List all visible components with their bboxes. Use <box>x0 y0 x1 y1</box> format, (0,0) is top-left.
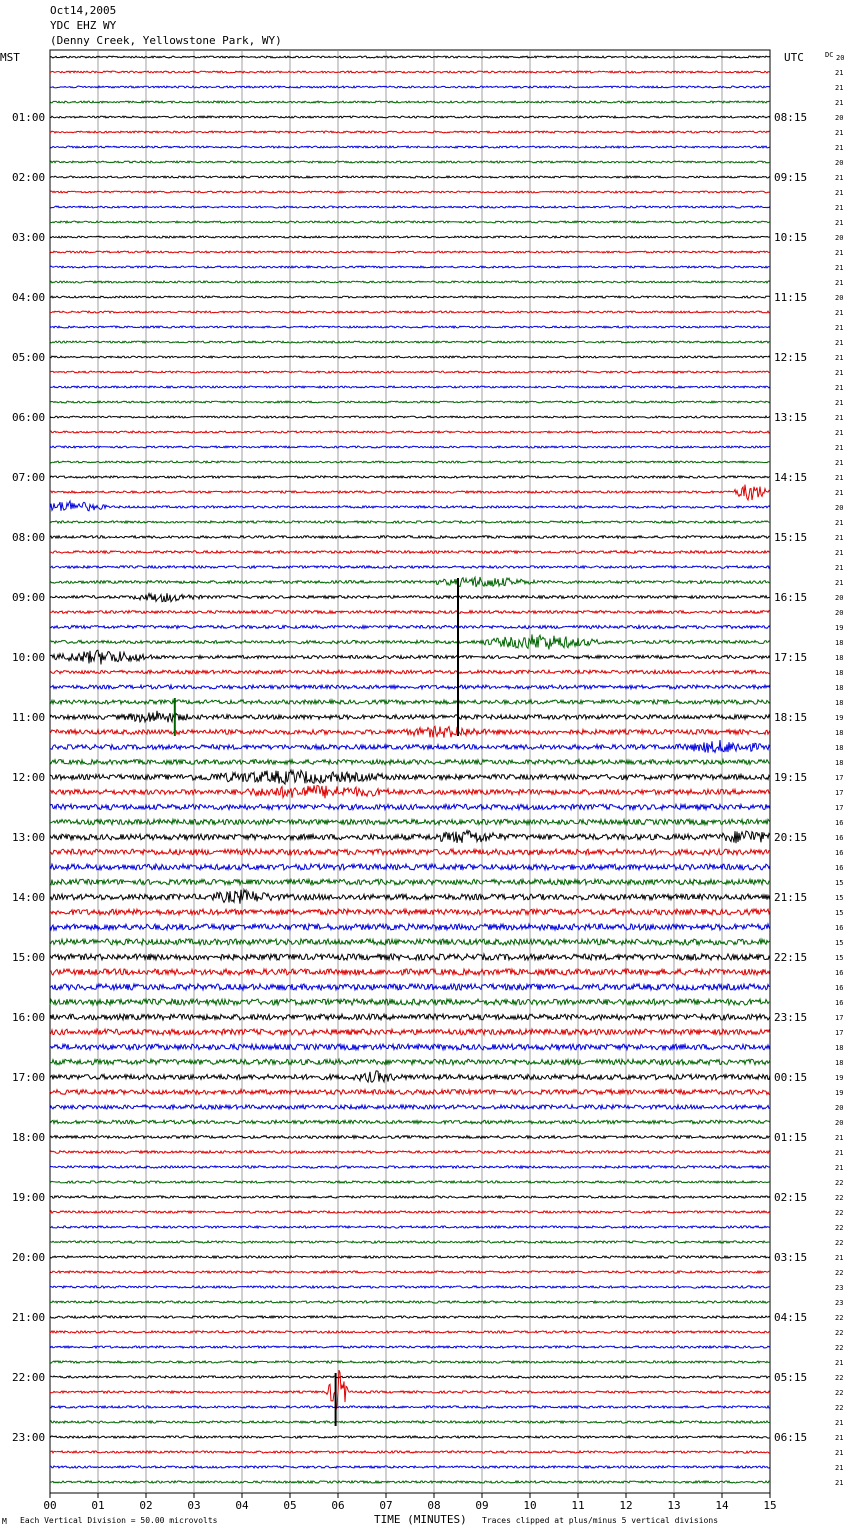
x-tick-label: 04 <box>235 1499 249 1512</box>
x-tick-label: 09 <box>475 1499 489 1512</box>
dc-offset-value: 18 <box>835 729 844 737</box>
mst-hour-label: 11:00 <box>12 711 46 724</box>
mst-hour-label: 05:00 <box>12 351 46 364</box>
dc-offset-value: 22 <box>835 1344 844 1352</box>
utc-hour-label: 17:15 <box>774 651 808 664</box>
dc-offset-value: 21 <box>835 324 844 332</box>
dc-offset-value: 21 <box>835 429 844 437</box>
mst-hour-label: 08:00 <box>12 531 46 544</box>
seismogram-trace <box>50 1044 770 1050</box>
dc-offset-value: 23 <box>835 1299 844 1307</box>
x-tick-label: 10 <box>523 1499 537 1512</box>
utc-hour-label: 22:15 <box>774 951 808 964</box>
seismogram-trace <box>50 726 770 737</box>
mst-axis-title: MST <box>0 51 20 64</box>
x-tick-label: 14 <box>715 1499 729 1512</box>
dc-offset-value: 22 <box>835 1194 844 1202</box>
seismogram-trace <box>50 969 770 975</box>
seismogram-trace <box>50 650 770 664</box>
seismogram-trace <box>50 501 770 511</box>
dc-offset-value: 21 <box>835 174 844 182</box>
seismogram-trace <box>50 431 770 433</box>
seismogram-trace <box>50 371 770 373</box>
utc-hour-label: 10:15 <box>774 231 808 244</box>
dc-offset-value: 19 <box>835 1089 844 1097</box>
dc-offset-value: 21 <box>835 1359 844 1367</box>
x-tick-label: 06 <box>331 1499 345 1512</box>
dc-offset-value: 20 <box>835 504 844 512</box>
seismogram-trace <box>50 461 770 463</box>
dc-offset-value: 16 <box>835 999 844 1007</box>
seismogram-trace <box>50 1271 770 1273</box>
seismogram-trace <box>50 819 770 824</box>
seismogram-trace <box>50 879 770 884</box>
seismogram-trace <box>50 1301 770 1303</box>
mst-hour-label: 16:00 <box>12 1011 46 1024</box>
dc-offset-value: 21 <box>835 144 844 152</box>
dc-offset-value: 20 <box>835 1119 844 1127</box>
seismogram-trace <box>50 1029 770 1035</box>
dc-offset-value: 21 <box>835 219 844 227</box>
seismogram-trace <box>50 1226 770 1228</box>
dc-offset-value: 17 <box>835 804 844 812</box>
utc-hour-label: 01:15 <box>774 1131 808 1144</box>
seismogram-trace <box>50 401 770 403</box>
seismogram-trace <box>50 685 770 689</box>
dc-offset-value: 21 <box>835 264 844 272</box>
dc-offset-value: 17 <box>835 1014 844 1022</box>
dc-offset-value: 23 <box>835 1284 844 1292</box>
seismogram-trace <box>50 146 770 148</box>
utc-hour-label: 09:15 <box>774 171 808 184</box>
dc-offset-value: 20 <box>835 1104 844 1112</box>
seismogram-trace <box>50 566 770 569</box>
utc-hour-label: 23:15 <box>774 1011 808 1024</box>
utc-hour-label: 06:15 <box>774 1431 808 1444</box>
utc-hour-label: 15:15 <box>774 531 808 544</box>
utc-hour-label: 12:15 <box>774 351 808 364</box>
dc-offset-title: DC <box>825 51 834 59</box>
x-tick-label: 03 <box>187 1499 201 1512</box>
dc-offset-value: 22 <box>835 1389 844 1397</box>
dc-offset-value: 20 <box>836 54 845 62</box>
seismogram-trace <box>50 296 770 298</box>
dc-offset-value: 18 <box>835 744 844 752</box>
seismogram-trace <box>50 670 770 674</box>
dc-offset-value: 15 <box>835 894 844 902</box>
seismogram-trace <box>50 864 770 870</box>
dc-offset-value: 21 <box>835 1134 844 1142</box>
seismogram-trace <box>50 1481 770 1483</box>
dc-offset-value: 18 <box>835 684 844 692</box>
seismogram-trace <box>50 266 770 268</box>
dc-offset-value: 15 <box>835 909 844 917</box>
seismogram-trace <box>50 1346 770 1348</box>
mst-hour-label: 20:00 <box>12 1251 46 1264</box>
mst-hour-label: 13:00 <box>12 831 46 844</box>
seismogram-trace <box>50 1331 770 1333</box>
station-code: YDC EHZ WY <box>50 19 117 32</box>
seismogram-trace <box>50 1059 770 1064</box>
dc-offset-value: 21 <box>835 69 844 77</box>
dc-offset-value: 21 <box>835 309 844 317</box>
x-tick-label: 07 <box>379 1499 393 1512</box>
dc-offset-value: 21 <box>835 1449 844 1457</box>
dc-offset-value: 19 <box>835 1074 844 1082</box>
seismogram-trace <box>50 924 770 930</box>
utc-hour-label: 00:15 <box>774 1071 808 1084</box>
dc-offset-value: 21 <box>835 1479 844 1487</box>
seismogram-trace <box>50 740 770 753</box>
seismogram-trace <box>50 984 770 990</box>
seismogram-trace <box>50 700 770 704</box>
seismogram-trace <box>50 1120 770 1124</box>
corner-mark: M <box>2 1517 7 1526</box>
mst-hour-label: 22:00 <box>12 1371 46 1384</box>
seismogram-trace <box>50 206 770 208</box>
dc-offset-value: 15 <box>835 954 844 962</box>
seismogram-trace <box>50 56 770 58</box>
dc-offset-value: 22 <box>835 1224 844 1232</box>
dc-offset-value: 21 <box>835 1254 844 1262</box>
seismogram-trace <box>50 251 770 253</box>
seismogram-trace <box>50 593 770 602</box>
dc-offset-value: 18 <box>835 1059 844 1067</box>
utc-hour-label: 18:15 <box>774 711 808 724</box>
seismogram-trace <box>50 849 770 855</box>
seismogram-trace <box>50 831 770 844</box>
utc-axis-title: UTC <box>784 51 804 64</box>
dc-offset-value: 22 <box>835 1329 844 1337</box>
seismogram-trace <box>50 770 770 784</box>
seismogram-trace <box>50 1196 770 1198</box>
seismogram-trace <box>50 1436 770 1438</box>
dc-offset-value: 22 <box>835 1269 844 1277</box>
dc-offset-value: 20 <box>835 294 844 302</box>
mst-hour-label: 09:00 <box>12 591 46 604</box>
seismogram-trace <box>50 281 770 283</box>
dc-offset-value: 16 <box>835 849 844 857</box>
dc-offset-value: 21 <box>835 384 844 392</box>
seismogram-trace <box>50 311 770 313</box>
dc-offset-value: 18 <box>835 639 844 647</box>
seismogram-traces <box>50 56 770 1483</box>
dc-offset-value: 22 <box>835 1404 844 1412</box>
seismogram-trace <box>50 1466 770 1468</box>
seismogram-trace <box>50 446 770 448</box>
seismogram-trace <box>50 476 770 478</box>
mst-hour-label: 02:00 <box>12 171 46 184</box>
dc-offset-value: 21 <box>835 339 844 347</box>
x-tick-label: 13 <box>667 1499 681 1512</box>
dc-offset-value: 21 <box>835 414 844 422</box>
mst-hour-label: 17:00 <box>12 1071 46 1084</box>
dc-offset-value: 16 <box>835 984 844 992</box>
utc-hour-label: 05:15 <box>774 1371 808 1384</box>
dc-offset-value: 20 <box>835 609 844 617</box>
utc-hour-label: 03:15 <box>774 1251 808 1264</box>
dc-offset-value: 21 <box>835 534 844 542</box>
utc-hour-label: 11:15 <box>774 291 808 304</box>
x-tick-label: 12 <box>619 1499 633 1512</box>
x-tick-label: 11 <box>571 1499 585 1512</box>
mst-hour-label: 18:00 <box>12 1131 46 1144</box>
x-tick-label: 01 <box>91 1499 105 1512</box>
dc-offset-value: 21 <box>835 549 844 557</box>
dc-offset-value: 18 <box>835 699 844 707</box>
seismogram-trace <box>50 1451 770 1453</box>
seismogram-trace <box>50 356 770 358</box>
seismogram-trace <box>50 1361 770 1363</box>
dc-offset-value: 21 <box>835 369 844 377</box>
seismogram-trace <box>50 326 770 328</box>
dc-offset-value: 21 <box>835 129 844 137</box>
seismogram-trace <box>50 1090 770 1095</box>
utc-hour-label: 21:15 <box>774 891 808 904</box>
seismogram-trace <box>50 625 770 628</box>
x-axis-label: TIME (MINUTES) <box>374 1513 467 1526</box>
seismogram-trace <box>50 1376 770 1378</box>
x-tick-label: 08 <box>427 1499 441 1512</box>
seismogram-trace <box>50 86 770 88</box>
seismogram-trace <box>50 634 770 649</box>
utc-hour-label: 13:15 <box>774 411 808 424</box>
dc-offset-value: 21 <box>835 444 844 452</box>
dc-offset-value: 16 <box>835 834 844 842</box>
seismogram-trace <box>50 536 770 539</box>
utc-hour-label: 19:15 <box>774 771 808 784</box>
seismogram-trace <box>50 760 770 765</box>
dc-offset-value: 21 <box>835 354 844 362</box>
seismogram-trace <box>50 131 770 133</box>
scale-note: Each Vertical Division = 50.00 microvolts <box>20 1516 218 1525</box>
seismogram-trace <box>50 386 770 388</box>
seismogram-trace <box>50 191 770 193</box>
axis-labels <box>12 54 844 1512</box>
mst-hour-label: 03:00 <box>12 231 46 244</box>
mst-hour-label: 12:00 <box>12 771 46 784</box>
dc-offset-value: 21 <box>835 204 844 212</box>
dc-offset-value: 22 <box>835 1314 844 1322</box>
dc-offset-value: 21 <box>835 1464 844 1472</box>
utc-hour-label: 08:15 <box>774 111 808 124</box>
mst-hour-label: 01:00 <box>12 111 46 124</box>
seismogram-trace <box>50 1071 770 1082</box>
seismogram-trace <box>50 1211 770 1213</box>
station-location: (Denny Creek, Yellowstone Park, WY) <box>50 34 282 47</box>
dc-offset-value: 21 <box>835 564 844 572</box>
utc-hour-label: 04:15 <box>774 1311 808 1324</box>
dc-offset-value: 21 <box>835 1149 844 1157</box>
seismogram-trace <box>50 416 770 418</box>
seismogram-trace <box>50 1181 770 1183</box>
dc-offset-value: 21 <box>835 1164 844 1172</box>
plot-date: Oct14,2005 <box>50 4 117 17</box>
dc-offset-value: 20 <box>835 594 844 602</box>
seismogram-trace <box>50 71 770 73</box>
dc-offset-value: 18 <box>835 759 844 767</box>
dc-offset-value: 21 <box>835 249 844 257</box>
seismogram-trace <box>50 101 770 103</box>
x-tick-label: 00 <box>43 1499 57 1512</box>
seismogram-trace <box>50 1151 770 1154</box>
seismogram-trace <box>50 1286 770 1288</box>
mst-hour-label: 19:00 <box>12 1191 46 1204</box>
seismogram-trace <box>50 551 770 554</box>
clip-note: Traces clipped at plus/minus 5 vertical divisions <box>482 1516 719 1525</box>
dc-offset-value: 22 <box>835 1374 844 1382</box>
dc-offset-value: 18 <box>835 669 844 677</box>
seismogram-trace <box>50 1316 770 1318</box>
seismogram-trace <box>50 1406 770 1408</box>
dc-offset-value: 20 <box>835 159 844 167</box>
dc-offset-value: 18 <box>835 654 844 662</box>
utc-hour-label: 20:15 <box>774 831 808 844</box>
dc-offset-value: 20 <box>835 234 844 242</box>
dc-offset-value: 21 <box>835 189 844 197</box>
dc-offset-value: 21 <box>835 1434 844 1442</box>
seismogram-trace <box>50 341 770 343</box>
seismogram-trace <box>50 577 770 587</box>
dc-offset-value: 21 <box>835 474 844 482</box>
dc-offset-value: 21 <box>835 489 844 497</box>
dc-offset-value: 17 <box>835 789 844 797</box>
dc-offset-value: 21 <box>835 99 844 107</box>
utc-hour-label: 16:15 <box>774 591 808 604</box>
dc-offset-value: 22 <box>835 1239 844 1247</box>
dc-offset-value: 20 <box>835 114 844 122</box>
seismogram-trace <box>50 890 770 904</box>
seismogram-trace <box>50 1136 770 1139</box>
utc-hour-label: 02:15 <box>774 1191 808 1204</box>
dc-offset-value: 22 <box>835 1209 844 1217</box>
utc-hour-label: 14:15 <box>774 471 808 484</box>
dc-offset-value: 21 <box>835 279 844 287</box>
mst-hour-label: 07:00 <box>12 471 46 484</box>
dc-offset-value: 21 <box>835 399 844 407</box>
mst-hour-label: 21:00 <box>12 1311 46 1324</box>
dc-offset-value: 21 <box>835 459 844 467</box>
seismogram-trace <box>50 909 770 915</box>
dc-offset-value: 17 <box>835 1029 844 1037</box>
dc-offset-value: 21 <box>835 1419 844 1427</box>
mst-hour-label: 06:00 <box>12 411 46 424</box>
seismogram-trace <box>50 804 770 809</box>
seismogram-trace <box>50 1421 770 1423</box>
seismogram-trace <box>50 221 770 223</box>
dc-offset-value: 21 <box>835 84 844 92</box>
dc-offset-value: 16 <box>835 864 844 872</box>
seismogram-trace <box>50 611 770 614</box>
seismogram-trace <box>50 485 770 501</box>
dc-offset-value: 21 <box>835 519 844 527</box>
seismogram-trace <box>50 999 770 1005</box>
mst-hour-label: 15:00 <box>12 951 46 964</box>
dc-offset-value: 19 <box>835 714 844 722</box>
dc-offset-value: 22 <box>835 1179 844 1187</box>
seismogram-trace <box>50 1014 770 1020</box>
seismogram-trace <box>50 236 770 238</box>
x-tick-label: 02 <box>139 1499 153 1512</box>
x-tick-label: 05 <box>283 1499 297 1512</box>
seismogram-trace <box>50 176 770 178</box>
mst-hour-label: 23:00 <box>12 1431 46 1444</box>
seismogram-trace <box>50 116 770 118</box>
seismogram-trace <box>50 1166 770 1168</box>
dc-offset-value: 16 <box>835 924 844 932</box>
seismogram-trace <box>50 521 770 523</box>
seismogram-trace <box>50 785 770 798</box>
dc-offset-value: 15 <box>835 879 844 887</box>
mst-hour-label: 14:00 <box>12 891 46 904</box>
x-tick-label: 15 <box>763 1499 777 1512</box>
dc-offset-value: 19 <box>835 624 844 632</box>
dc-offset-value: 17 <box>835 774 844 782</box>
seismogram-trace <box>50 1105 770 1109</box>
seismogram-trace <box>50 954 770 960</box>
dc-offset-value: 16 <box>835 969 844 977</box>
seismogram-trace <box>50 1256 770 1258</box>
dc-offset-value: 21 <box>835 579 844 587</box>
dc-offset-value: 16 <box>835 819 844 827</box>
seismogram-trace <box>50 161 770 163</box>
seismogram-trace <box>50 1241 770 1243</box>
seismogram-trace <box>50 711 770 723</box>
seismogram-trace <box>50 939 770 945</box>
dc-offset-value: 15 <box>835 939 844 947</box>
mst-hour-label: 10:00 <box>12 651 46 664</box>
dc-offset-value: 18 <box>835 1044 844 1052</box>
mst-hour-label: 04:00 <box>12 291 46 304</box>
